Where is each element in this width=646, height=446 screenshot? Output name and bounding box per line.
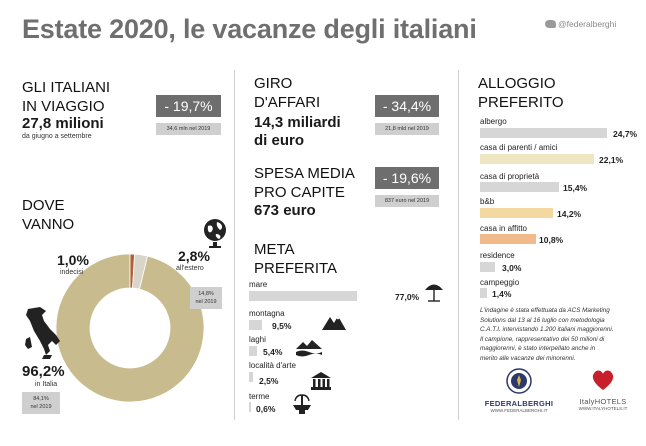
italy-label: in Italia [35,381,58,388]
business-value [254,114,341,150]
italyhotels-name: ItalyHOTELS [579,397,627,406]
business-heading-line2: D'AFFARI [254,94,321,111]
where-heading [22,196,74,234]
business-value-line2: di euro [254,132,305,149]
destination-bar-lakes [249,346,257,356]
destination-bar-sea [249,291,357,301]
mountain-icon [322,312,346,330]
accommodation-value-hotel: 24,7% [613,129,638,139]
accommodation-value-owned: 15,4% [563,183,588,193]
federalberghi-name: FEDERALBERGHI [484,399,554,408]
travel-change-badge: - 19,7% [156,95,221,117]
footnote-line-4: Il campione, rappresentativo dei 50 milioni di [480,335,605,343]
accommodation-label-residence: residence [480,251,515,260]
where-heading-line1: DOVE [22,197,65,214]
destination-label-mountain: montagna [249,309,285,318]
abroad-2019-note [190,287,222,309]
accommodation-value-relatives: 22,1% [599,155,624,165]
accommodation-label-owned: casa di proprietà [480,172,540,181]
abroad-label: all'estero [176,265,204,272]
accommodation-heading-line1: ALLOGGIO [478,75,556,92]
accommodation-label-bnb: b&b [480,197,495,206]
spending-heading [254,164,355,202]
italyhotels-logo[interactable] [570,368,636,411]
lake-icon [296,339,322,357]
spending-heading-line2: PRO CAPITE [254,184,345,201]
accommodation-bar-relatives [480,154,594,164]
destination-bar-art [249,372,253,382]
federalberghi-emblem-icon [506,368,532,394]
business-2019-note: 21,8 mld nel 2019 [375,123,439,135]
destination-label-lakes: laghi [249,335,266,344]
federalberghi-url: WWW.FEDERALBERGHI.IT [490,408,548,413]
accommodation-label-camping: campeggio [480,278,520,287]
italy-2019-note-year: nel 2019 [30,404,52,410]
business-value-line1: 14,3 miliardi [254,114,341,131]
accommodation-heading [478,74,564,112]
italy-map-icon [22,305,62,360]
accommodation-bar-camping [480,288,487,298]
destination-value-lakes: 5,4% [263,347,283,357]
footnote-line-3: C.A.T.I. intervistando 1.200 italiani maggiorenni. [480,326,614,333]
federalberghi-logo[interactable] [484,368,554,413]
survey-footnote [480,306,640,363]
undecided-pct: 1,0% [57,252,89,268]
destination-bar-spa [249,402,251,412]
abroad-pct: 2,8% [178,248,210,264]
destination-label-sea: mare [249,280,268,289]
destination-label-spa: terme [249,392,270,401]
accommodation-bar-residence [480,262,495,272]
accommodation-value-residence: 3,0% [502,263,522,273]
accommodation-label-relatives: casa di parenti / amici [480,143,558,152]
travel-value: 27,8 milioni [22,115,104,132]
fountain-icon [290,393,314,415]
travel-period: da giugno a settembre [22,133,92,140]
spending-change-badge: - 19,6% [375,167,439,189]
accommodation-bar-bnb [480,208,553,218]
spending-2019-note: 837 euro nel 2019 [375,195,439,207]
destination-heading-line2: PREFERITA [254,260,338,277]
abroad-2019-note-year: nel 2019 [195,299,217,305]
umbrella-icon [424,281,444,303]
travel-2019-note: 34,6 mln nel 2019 [156,123,221,135]
footnote-line-5: maggiorenni, è stato interpellato anche in [480,345,596,352]
twitter-bird-icon [545,20,556,28]
destination-label-art: località d'arte [249,361,296,370]
business-heading-line1: GIRO [254,75,293,92]
where-heading-line2: VANNO [22,216,75,233]
globe-icon [200,216,230,250]
temple-icon [310,372,332,390]
travel-heading-line1: GLI ITALIANI [22,79,111,96]
accommodation-label-rent: casa in affitto [480,224,527,233]
spending-heading-line1: SPESA MEDIA [254,165,355,182]
twitter-handle[interactable] [545,19,616,29]
column-divider-1 [234,70,235,420]
travel-heading [22,78,110,116]
abroad-2019-note-pct: 14,8% [198,291,214,297]
undecided-label: indecisi [60,269,84,276]
business-heading [254,74,320,112]
column-divider-2 [458,70,459,420]
page-title: Estate 2020, le vacanze degli italiani [22,14,477,44]
accommodation-bar-rent [480,234,536,244]
destination-value-sea: 77,0% [395,292,420,302]
travel-heading-line2: IN VIAGGIO [22,98,105,115]
destination-value-art: 2,5% [259,376,279,386]
italy-2019-note-pct: 84,1% [33,396,49,402]
accommodation-heading-line2: PREFERITO [478,94,564,111]
destination-bar-mountain [249,320,262,330]
business-change-badge: - 34,4% [375,95,439,117]
italy-2019-note [22,392,60,414]
destination-heading [254,240,337,278]
destination-value-mountain: 9,5% [272,321,292,331]
accommodation-label-hotel: albergo [480,117,507,126]
accommodation-bar-owned [480,182,559,192]
spending-value: 673 euro [254,202,316,219]
accommodation-value-rent: 10,8% [539,235,564,245]
heart-logo-icon [590,368,616,392]
accommodation-value-bnb: 14,2% [557,209,582,219]
footnote-line-6: merito alle vacanze dei minorenni. [480,354,576,362]
twitter-handle-text: @federalberghi [558,19,617,29]
footnote-line-2: Solutions dal 13 al 16 luglio con metodologia [480,316,605,324]
destination-value-spa: 0,6% [256,404,276,414]
accommodation-value-camping: 1,4% [492,289,512,299]
italy-pct: 96,2% [22,363,65,380]
destination-heading-line1: META [254,241,295,258]
accommodation-bar-hotel [480,128,607,138]
footnote-line-1: L'indagine è stata effettuata da ACS Marketing [480,307,610,314]
italyhotels-url: WWW.ITALYHOTELS.IT [578,406,628,411]
